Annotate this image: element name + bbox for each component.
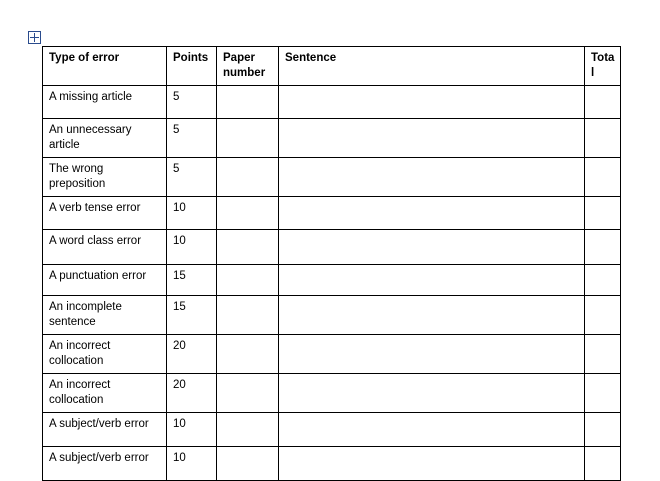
cell-sentence[interactable] bbox=[279, 265, 585, 296]
cell-sentence[interactable] bbox=[279, 447, 585, 481]
table-row bbox=[43, 265, 621, 296]
column-header-points: Points bbox=[167, 47, 217, 86]
cell-type[interactable]: An incorrect collocation bbox=[43, 374, 167, 413]
cell-type[interactable]: An unnecessary article bbox=[43, 119, 167, 158]
cell-total[interactable] bbox=[585, 119, 621, 158]
cell-points[interactable]: 5 bbox=[167, 158, 217, 197]
cell-total[interactable] bbox=[585, 197, 621, 230]
cell-points[interactable]: 20 bbox=[167, 374, 217, 413]
table-row bbox=[43, 230, 621, 265]
cell-sentence[interactable] bbox=[279, 197, 585, 230]
cell-paper_number[interactable] bbox=[217, 335, 279, 374]
error-log-table bbox=[42, 46, 621, 481]
cell-points[interactable]: 10 bbox=[167, 413, 217, 447]
cell-sentence[interactable] bbox=[279, 413, 585, 447]
cell-type[interactable]: The wrong preposition bbox=[43, 158, 167, 197]
cell-points[interactable]: 20 bbox=[167, 335, 217, 374]
cell-total[interactable] bbox=[585, 447, 621, 481]
cell-type[interactable]: A word class error bbox=[43, 230, 167, 265]
cell-total[interactable] bbox=[585, 86, 621, 119]
cell-total[interactable] bbox=[585, 374, 621, 413]
table-body bbox=[43, 86, 621, 481]
table-move-handle-icon[interactable] bbox=[28, 31, 41, 44]
cell-paper_number[interactable] bbox=[217, 265, 279, 296]
cell-points[interactable]: 10 bbox=[167, 197, 217, 230]
table-header-row bbox=[43, 47, 621, 86]
cell-points[interactable]: 10 bbox=[167, 230, 217, 265]
cell-total[interactable] bbox=[585, 265, 621, 296]
cell-sentence[interactable] bbox=[279, 158, 585, 197]
cell-total[interactable] bbox=[585, 413, 621, 447]
cell-total[interactable] bbox=[585, 158, 621, 197]
table-row bbox=[43, 335, 621, 374]
table-row bbox=[43, 447, 621, 481]
cell-sentence[interactable] bbox=[279, 86, 585, 119]
cell-sentence[interactable] bbox=[279, 230, 585, 265]
cell-points[interactable]: 5 bbox=[167, 119, 217, 158]
table-row bbox=[43, 413, 621, 447]
cell-sentence[interactable] bbox=[279, 119, 585, 158]
cell-points[interactable]: 10 bbox=[167, 447, 217, 481]
cell-type[interactable]: A subject/verb error bbox=[43, 447, 167, 481]
cell-type[interactable]: A verb tense error bbox=[43, 197, 167, 230]
table-row bbox=[43, 158, 621, 197]
table-row bbox=[43, 374, 621, 413]
cell-points[interactable]: 15 bbox=[167, 296, 217, 335]
cell-paper_number[interactable] bbox=[217, 230, 279, 265]
cell-paper_number[interactable] bbox=[217, 197, 279, 230]
cell-sentence[interactable] bbox=[279, 335, 585, 374]
cell-sentence[interactable] bbox=[279, 374, 585, 413]
column-header-total: Total bbox=[585, 47, 621, 86]
cell-type[interactable]: A punctuation error bbox=[43, 265, 167, 296]
cell-total[interactable] bbox=[585, 335, 621, 374]
cell-total[interactable] bbox=[585, 230, 621, 265]
cell-type[interactable]: An incomplete sentence bbox=[43, 296, 167, 335]
cell-paper_number[interactable] bbox=[217, 447, 279, 481]
table-row bbox=[43, 296, 621, 335]
column-header-type-of-error: Type of error bbox=[43, 47, 167, 86]
table-row bbox=[43, 86, 621, 119]
cell-paper_number[interactable] bbox=[217, 413, 279, 447]
cell-paper_number[interactable] bbox=[217, 119, 279, 158]
cell-points[interactable]: 15 bbox=[167, 265, 217, 296]
cell-type[interactable]: A subject/verb error bbox=[43, 413, 167, 447]
cell-paper_number[interactable] bbox=[217, 86, 279, 119]
column-header-sentence: Sentence bbox=[279, 47, 585, 86]
cell-sentence[interactable] bbox=[279, 296, 585, 335]
cell-points[interactable]: 5 bbox=[167, 86, 217, 119]
cell-paper_number[interactable] bbox=[217, 296, 279, 335]
cell-type[interactable]: A missing article bbox=[43, 86, 167, 119]
cell-total[interactable] bbox=[585, 296, 621, 335]
cell-paper_number[interactable] bbox=[217, 374, 279, 413]
table-row bbox=[43, 197, 621, 230]
cell-type[interactable]: An incorrect collocation bbox=[43, 335, 167, 374]
column-header-paper-number: Paper number bbox=[217, 47, 279, 86]
table-row bbox=[43, 119, 621, 158]
cell-paper_number[interactable] bbox=[217, 158, 279, 197]
